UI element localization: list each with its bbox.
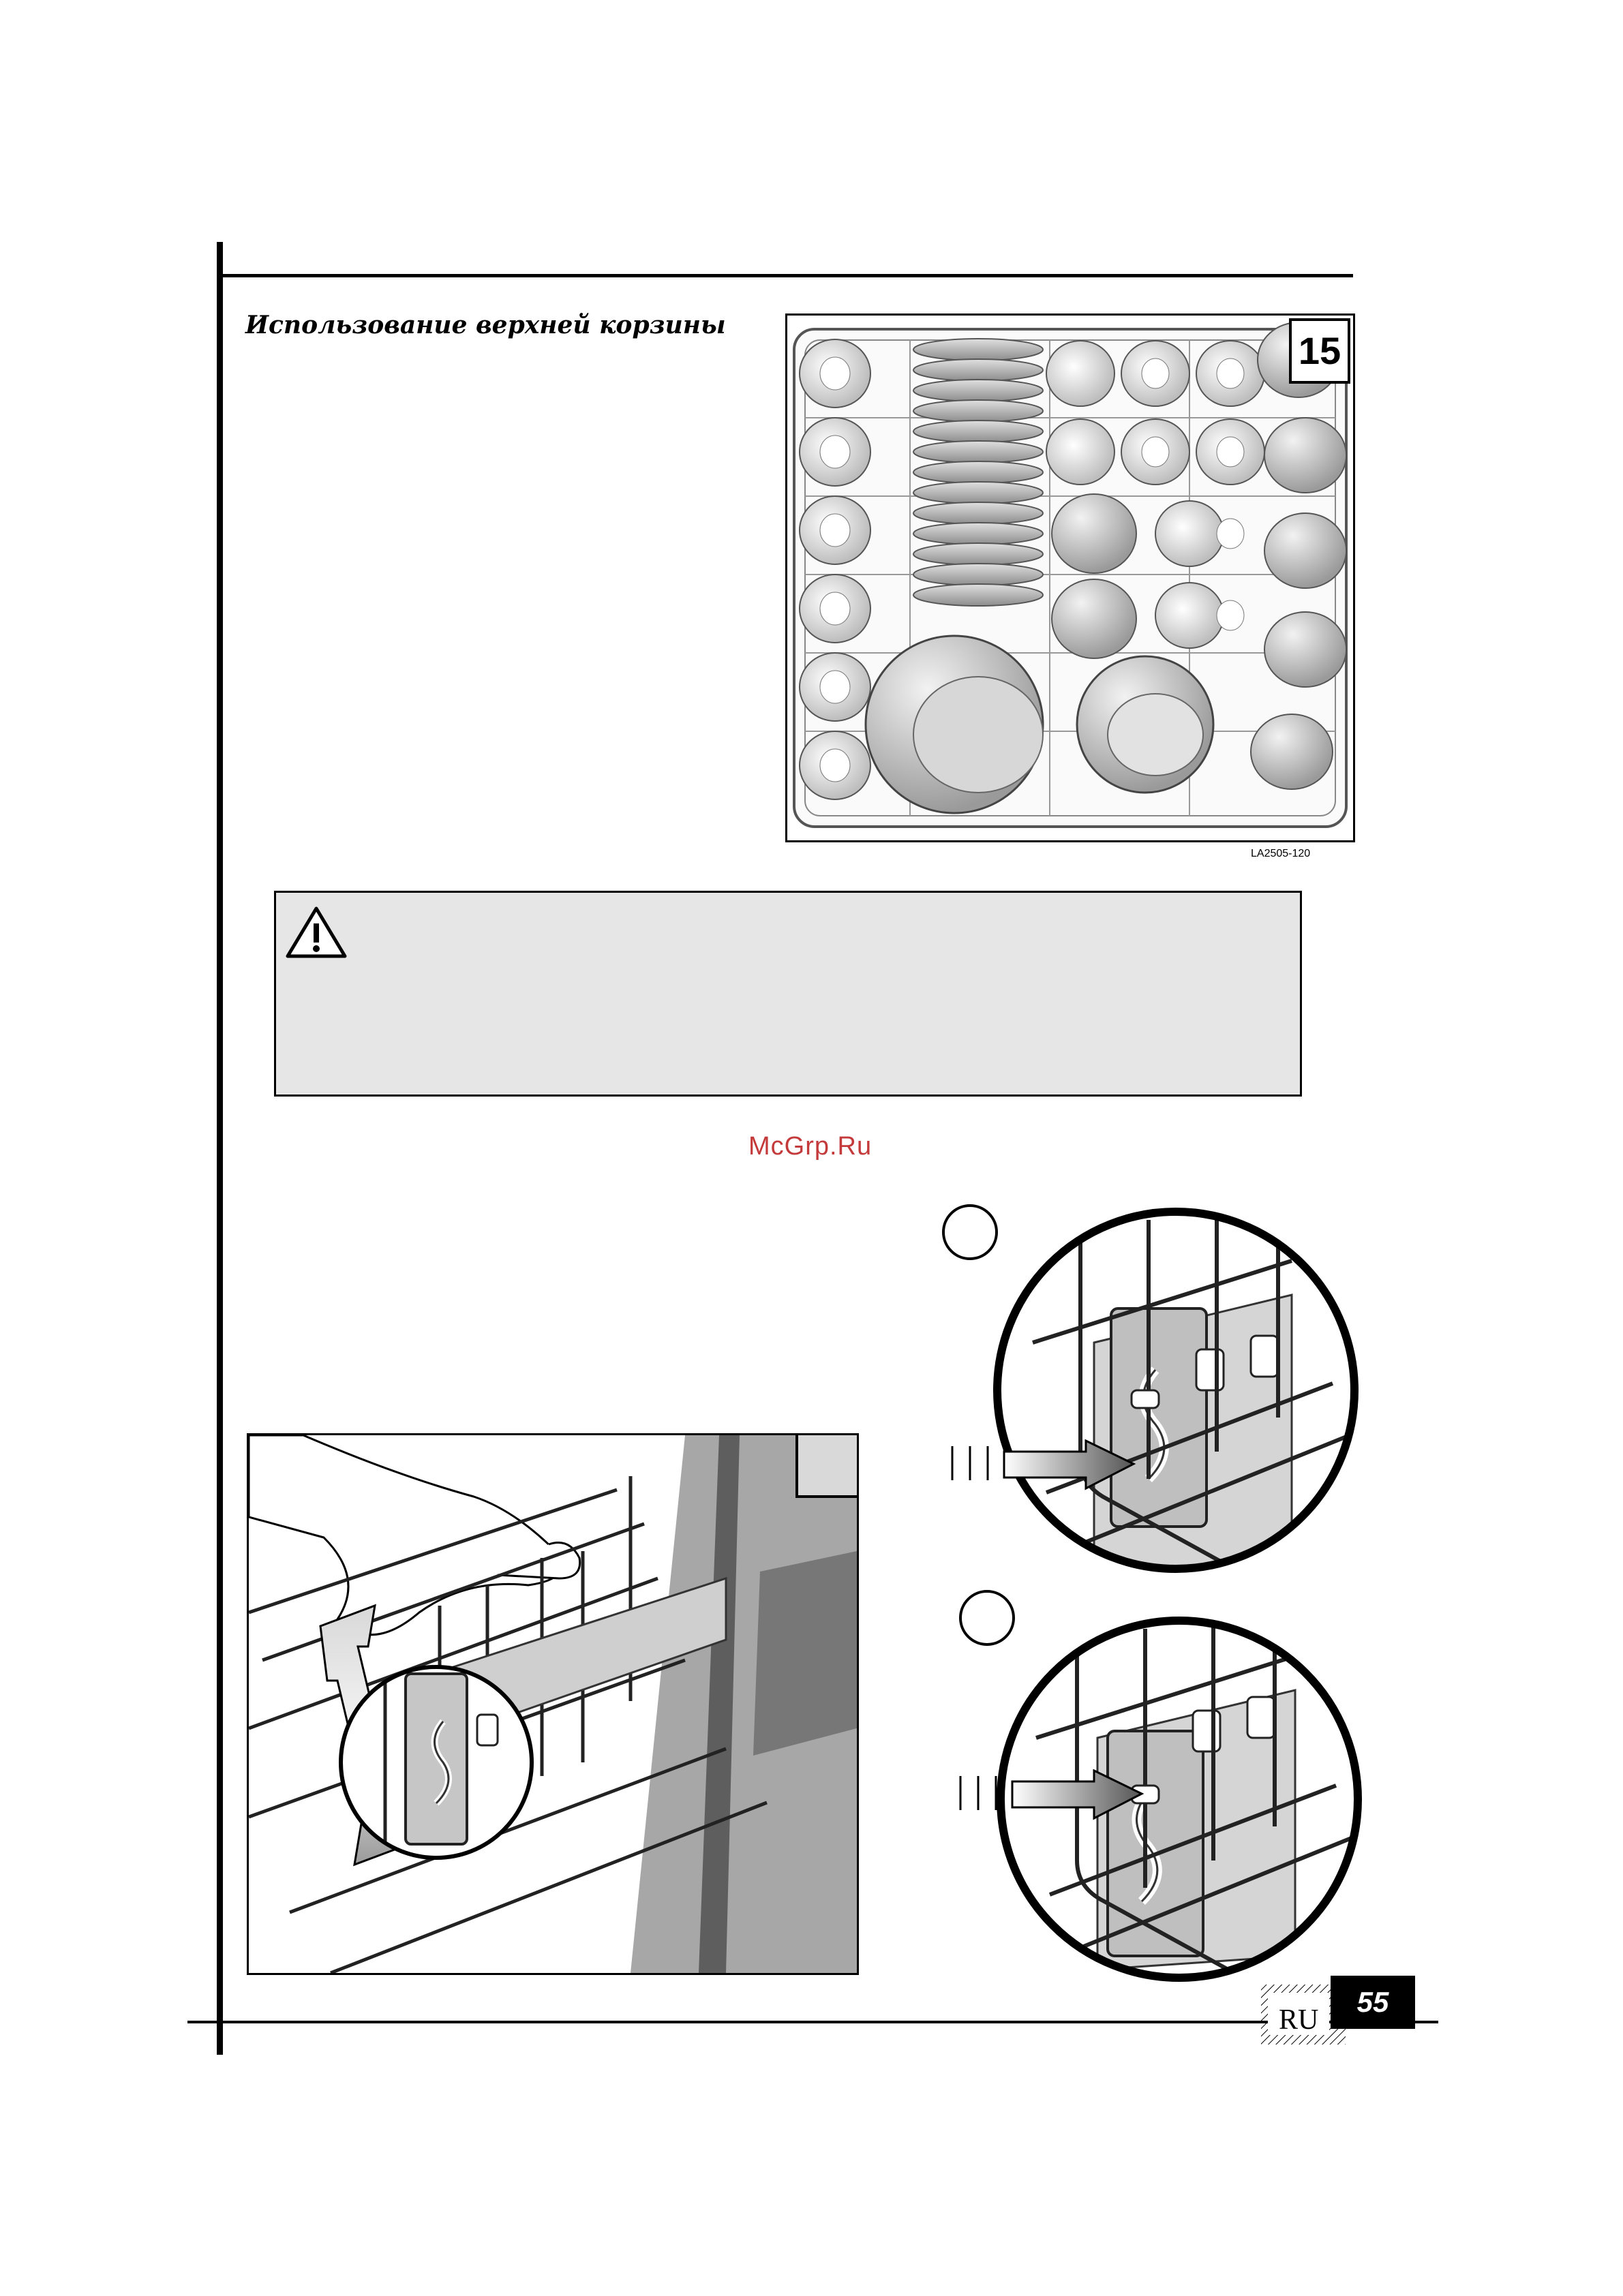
figure-15-upper-basket bbox=[785, 313, 1355, 842]
figure-code: LA2505-120 bbox=[1251, 848, 1311, 859]
page-margin-rule bbox=[217, 242, 223, 2055]
header-rule bbox=[219, 274, 1353, 277]
upper-basket-illustration bbox=[787, 316, 1353, 840]
footer-rule bbox=[187, 2021, 1438, 2023]
section-title: Использование верхней корзины bbox=[245, 311, 726, 339]
arrow-right-icon-2 bbox=[958, 1769, 1149, 1824]
figure-number-tag bbox=[795, 1435, 857, 1498]
figure-basket-height-adjust bbox=[247, 1433, 859, 1975]
arrow-right-icon bbox=[950, 1439, 1140, 1494]
figure-number-badge: 15 bbox=[1289, 318, 1350, 384]
detail-label-circle-1 bbox=[942, 1204, 998, 1260]
language-code: RU bbox=[1279, 2004, 1319, 2036]
warning-triangle-icon bbox=[285, 904, 348, 960]
watermark: McGrp.Ru bbox=[748, 1132, 873, 1161]
detail-view-raised bbox=[992, 1206, 1360, 1574]
warning-box bbox=[274, 891, 1302, 1097]
page-number: 55 bbox=[1331, 1976, 1415, 2029]
